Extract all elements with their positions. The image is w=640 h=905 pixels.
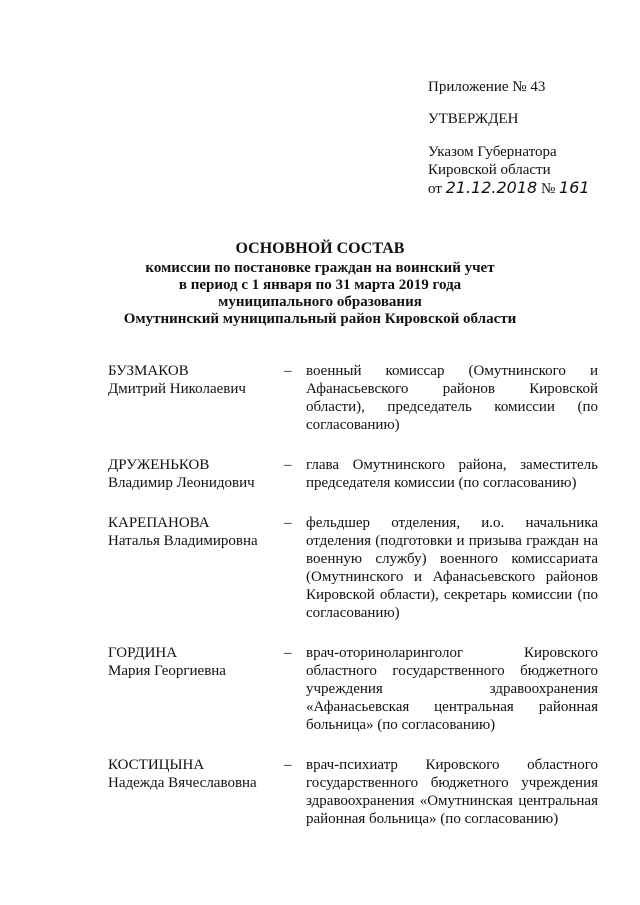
- member-dash: –: [284, 757, 292, 773]
- member-dash: –: [284, 515, 292, 531]
- appendix-number: Приложение № 43: [428, 79, 546, 95]
- approved-label: УТВЕРЖДЕН: [428, 111, 519, 127]
- decree-line-1: Указом Губернатора: [428, 144, 557, 160]
- date-prefix: от: [428, 181, 442, 197]
- decree-line-2: Кировской области: [428, 162, 551, 178]
- member-role: военный комиссар (Омутнинского и Афанасьевского районов Кировской области), председатель комиссии (по согласованию): [306, 363, 598, 433]
- member-name: [108, 362, 282, 434]
- member-given-name: Мария Георгиевна: [108, 663, 226, 679]
- member-row: [108, 456, 598, 492]
- title-line-1: комиссии по постановке граждан на воинский учет: [145, 260, 495, 276]
- decree-date-row: [428, 179, 628, 198]
- member-given-name: Наталья Владимировна: [108, 533, 258, 549]
- member-given-name: Надежда Вячеславовна: [108, 775, 257, 791]
- member-surname: БУЗМАКОВ: [108, 363, 189, 379]
- member-surname: ГОРДИНА: [108, 645, 178, 661]
- member-row: [108, 756, 598, 828]
- member-name: [108, 756, 282, 828]
- number-prefix: №: [540, 181, 556, 197]
- member-surname: КОСТИЦЫНА: [108, 757, 205, 773]
- member-role: врач-оториноларинголог Кировского областного государственного бюджетного учреждения здравоохранения «Афанасьевская центральная районная больница» (по согласованию): [306, 645, 598, 733]
- document-title: [40, 240, 600, 328]
- member-role: фельдшер отделения, и.о. начальника отделения (подготовки и призыва граждан на военную службу) военного комиссариата (Омутнинского и Афанасьевского районов Кировской области), секретарь комиссии (по согласованию): [306, 515, 598, 621]
- title-main: ОСНОВНОЙ СОСТАВ: [235, 240, 405, 257]
- member-row: [108, 644, 598, 734]
- member-name: [108, 456, 282, 492]
- member-given-name: Дмитрий Николаевич: [108, 381, 246, 397]
- title-line-2: в период с 1 января по 31 марта 2019 года: [178, 277, 462, 293]
- member-role: глава Омутнинского района, заместитель председателя комиссии (по согласованию): [306, 457, 598, 491]
- approval-block: [428, 78, 628, 198]
- member-row: [108, 362, 598, 434]
- member-dash: –: [284, 645, 292, 661]
- title-line-3: муниципального образования: [218, 294, 422, 310]
- member-surname: ДРУЖЕНЬКОВ: [108, 457, 210, 473]
- member-given-name: Владимир Леонидович: [108, 475, 255, 491]
- member-dash: –: [284, 363, 292, 379]
- handwritten-date: 21.12.2018: [445, 178, 538, 197]
- handwritten-number: 161: [559, 178, 590, 197]
- member-dash: –: [284, 457, 292, 473]
- member-row: [108, 514, 598, 622]
- title-line-4: Омутнинский муниципальный район Кировской области: [123, 311, 517, 327]
- member-role: врач-психиатр Кировского областного государственного бюджетного учреждения здравоохранения «Омутнинская центральная районная больница» (по согласованию): [306, 757, 598, 827]
- member-surname: КАРЕПАНОВА: [108, 515, 210, 531]
- member-name: [108, 514, 282, 622]
- member-name: [108, 644, 282, 734]
- members-list: [108, 362, 598, 850]
